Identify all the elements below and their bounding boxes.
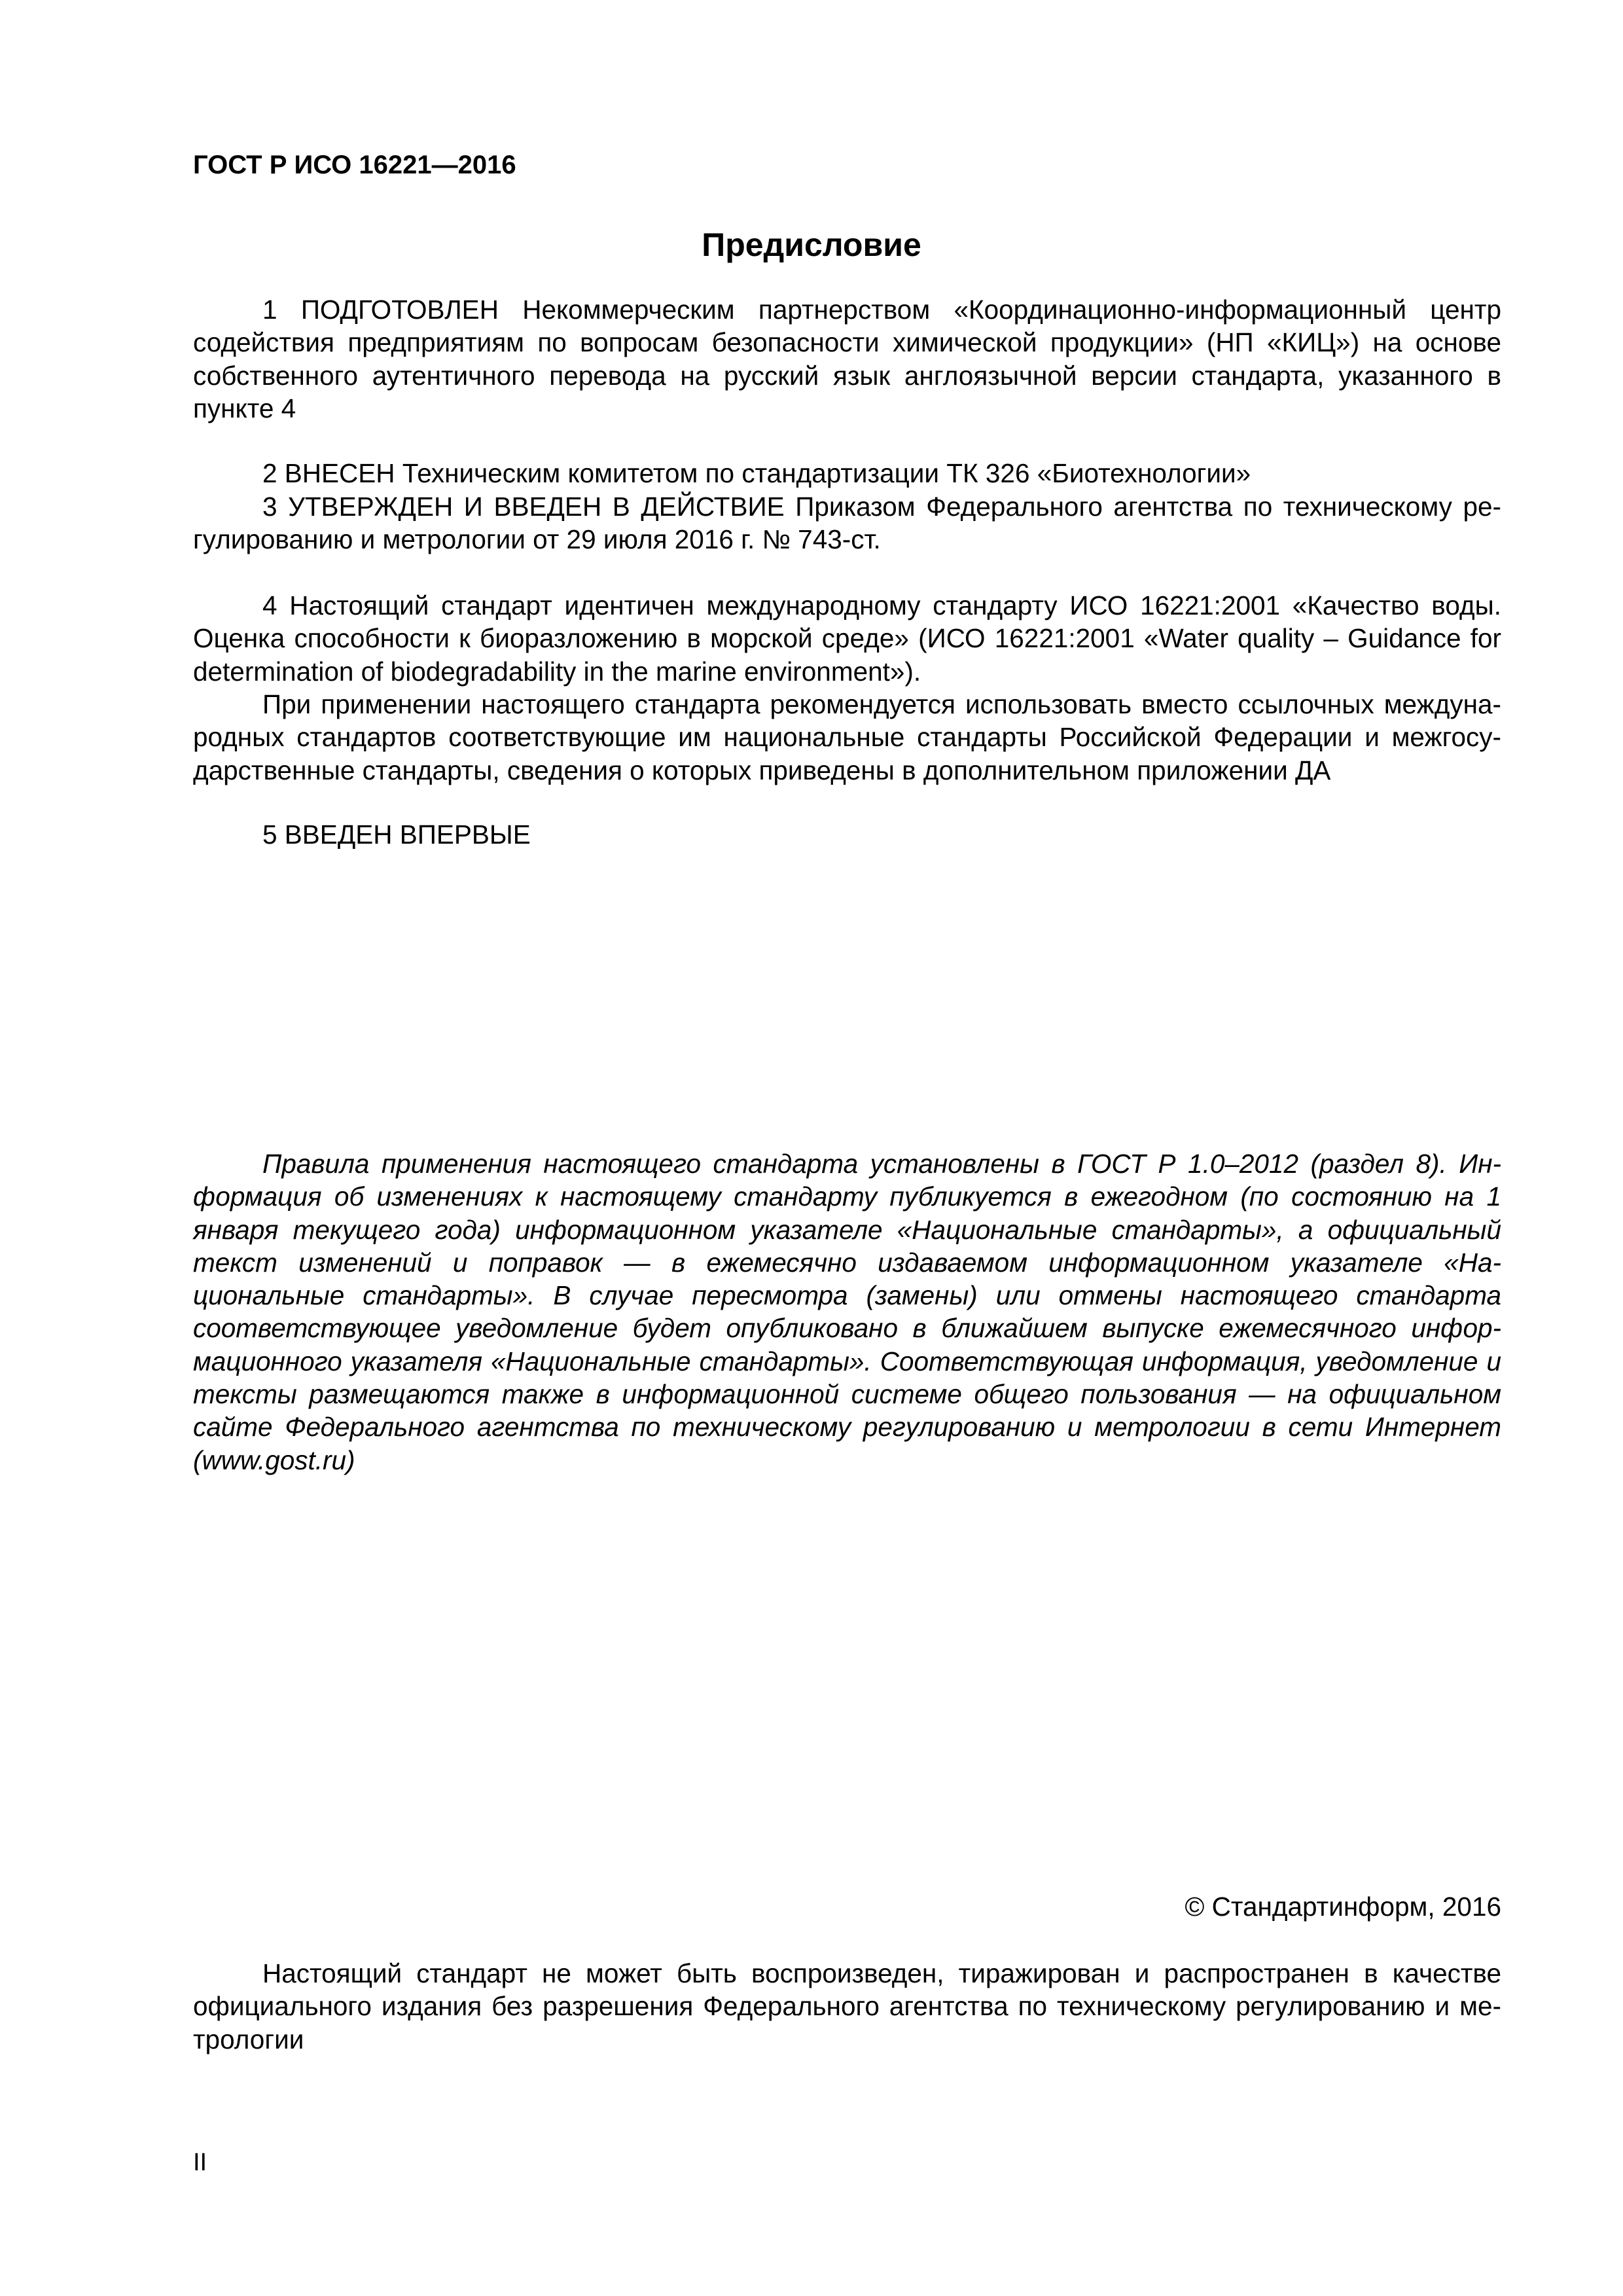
paragraph-4-application-note: При применении настоящего стандарта рекомендуется использовать вместо ссылочных международных стандартов соответствующие им национальные стандарты Российской Федерации и межгосударственные стандарты, сведения о которых приведены в дополнительном приложении ДА (193, 689, 1501, 785)
paragraph-1-prepared: 1 ПОДГОТОВЛЕН Некоммерческим партнерством «Координационно-информационный центр содействия предприятиям по вопросам безопасности химической продукции» (НП «КИЦ») на основе собственного аутентичного перевода на русский язык англоязычной версии стандарта, указанного в пункте 4 (193, 295, 1501, 423)
document-header: ГОСТ Р ИСО 16221—2016 (193, 151, 516, 179)
page-number: II (193, 2149, 207, 2176)
application-rules-notice: Правила применения настоящего стандарта установлены в ГОСТ Р 1.0–2012 (раздел 8). Информация об изменениях к настоящему стандарту публикуется в ежегодном (по состоянию на 1 января текущего года) информационном указателе «Национальные стандарты», а официальный текст изменений и поправок — в ежемесячно издаваемом информационном указателе «Национальные стандарты». В случае пересмотра (замены) или отмены настоящего стандарта соответствующее уведомление будет опубликовано в ближайшем выпуске ежемесячного информационного указателя «Национальные стандарты». Соответствующая информация, уведомление и тексты размещаются также в информационной системе общего пользования — на официальном сайте Федерального агентства по техническому регулированию и метрологии в сети Интернет (www.gost.ru) (193, 1149, 1501, 1475)
paragraph-4-identical: 4 Настоящий стандарт идентичен международному стандарту ИСО 16221:2001 «Качество воды. Оценка способности к биоразложению в морской среде» (ИСО 16221:2001 «Water quality – Guidance for determination of biodegradability in the marine environment»). (193, 590, 1501, 687)
paragraph-3-approved: 3 УТВЕРЖДЕН И ВВЕДЕН В ДЕЙСТВИЕ Приказом Федерального агентства по техническому регулированию и метрологии от 29 июля 2016 г. № 743-ст. (193, 492, 1501, 555)
paragraph-5-introduced: 5 ВВЕДЕН ВПЕРВЫЕ (262, 819, 531, 850)
page-title: Предисловие (702, 226, 921, 263)
paragraph-2-submitted: 2 ВНЕСЕН Техническим комитетом по стандартизации ТК 326 «Биотехнологии» (262, 458, 1251, 488)
copyright-line: © Стандартинформ, 2016 (1185, 1892, 1501, 1922)
reproduction-notice: Настоящий стандарт не может быть воспроизведен, тиражирован и распространен в качестве официального издания без разрешения Федерального агентства по техническому регулированию и метрологии (193, 1958, 1501, 2054)
